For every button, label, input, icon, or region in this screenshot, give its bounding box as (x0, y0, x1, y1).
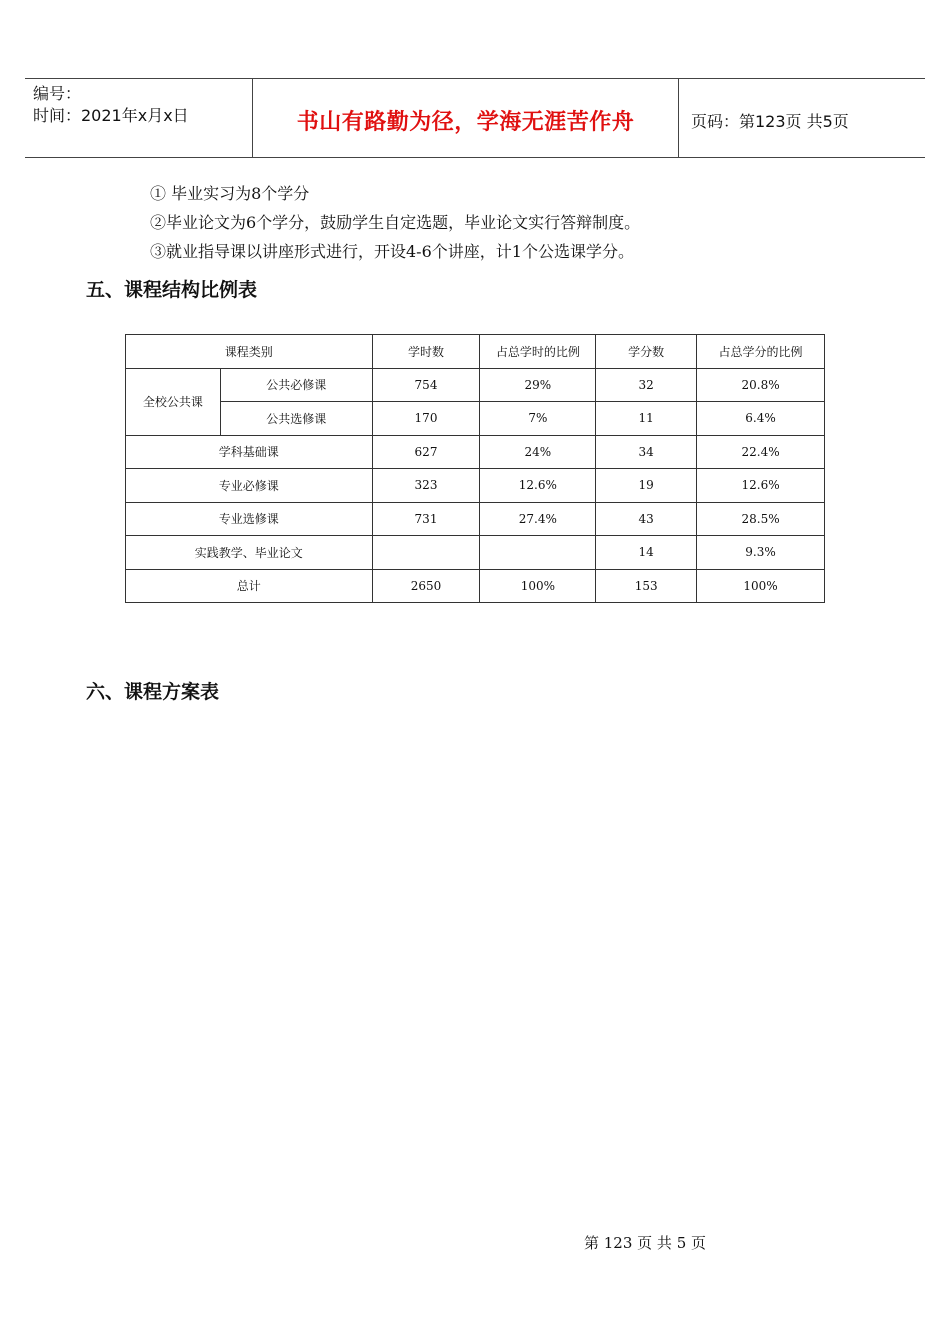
table-cell: 100% (480, 569, 596, 603)
table-cell: 153 (596, 569, 697, 603)
table-cell: 7% (480, 402, 596, 436)
table-row (126, 502, 825, 536)
table-cell (372, 536, 480, 570)
section-title-course-plan: 六、课程方案表 (86, 681, 220, 703)
table-cell: 323 (372, 469, 480, 503)
table-cell: 20.8% (697, 368, 825, 402)
header-cell: 课程类别 (126, 335, 373, 369)
table-cell (480, 536, 596, 570)
table-cell: 2650 (372, 569, 480, 603)
table-cell: 22.4% (697, 435, 825, 469)
table-cell: 12.6% (480, 469, 596, 503)
header-page-info: 页码：第123页 共5页 (691, 111, 849, 131)
header-cell: 占总学时的比例 (480, 335, 596, 369)
table-row (126, 368, 825, 402)
table-cell: 627 (372, 435, 480, 469)
table-cell: 6.4% (697, 402, 825, 436)
table-cell: 19 (596, 469, 697, 503)
header-motto: 书山有路勤为径，学海无涯苦作舟 (253, 79, 679, 157)
table-cell: 32 (596, 368, 697, 402)
header-cell: 占总学分的比例 (697, 335, 825, 369)
header-cell: 学分数 (596, 335, 697, 369)
table-cell: 28.5% (697, 502, 825, 536)
table-cell: 43 (596, 502, 697, 536)
header-meta (25, 79, 253, 157)
table-cell: 24% (480, 435, 596, 469)
list-item-career-guidance: ③就业指导课以讲座形式进行，开设4-6个讲座，计1个公选课学分。 (150, 242, 634, 261)
list-item-internship: ① 毕业实习为8个学分 (150, 184, 310, 203)
table-cell: 731 (372, 502, 480, 536)
course-structure-table (125, 334, 825, 603)
table-row (126, 469, 825, 503)
group-label-cell: 全校公共课 (126, 368, 221, 435)
table-cell: 公共选修课 (220, 402, 372, 436)
table-cell: 专业选修课 (126, 502, 373, 536)
table-cell: 29% (480, 368, 596, 402)
table-cell: 100% (697, 569, 825, 603)
table-cell: 34 (596, 435, 697, 469)
header-cell: 学时数 (372, 335, 480, 369)
table-cell: 170 (372, 402, 480, 436)
table-cell: 14 (596, 536, 697, 570)
table-header-row (126, 335, 825, 369)
section-title-course-structure: 五、课程结构比例表 (86, 279, 258, 301)
table-cell: 27.4% (480, 502, 596, 536)
table-cell: 754 (372, 368, 480, 402)
table-cell: 11 (596, 402, 697, 436)
table-cell: 总计 (126, 569, 373, 603)
table-cell: 专业必修课 (126, 469, 373, 503)
table-cell: 学科基础课 (126, 435, 373, 469)
table-cell: 9.3% (697, 536, 825, 570)
page-header (25, 78, 925, 158)
list-item-thesis: ②毕业论文为6个学分，鼓励学生自定选题，毕业论文实行答辩制度。 (150, 213, 641, 232)
table-cell: 公共必修课 (220, 368, 372, 402)
table-row (126, 402, 825, 436)
table-row (126, 536, 825, 570)
table-total-row (126, 569, 825, 603)
document-number-label: 编号： (33, 84, 82, 103)
table-row (126, 435, 825, 469)
table-cell: 12.6% (697, 469, 825, 503)
page-footer: 第 123 页 共 5 页 (584, 1234, 707, 1252)
document-time-label: 时间：2021年x月x日 (33, 106, 189, 125)
table-cell: 实践教学、毕业论文 (126, 536, 373, 570)
